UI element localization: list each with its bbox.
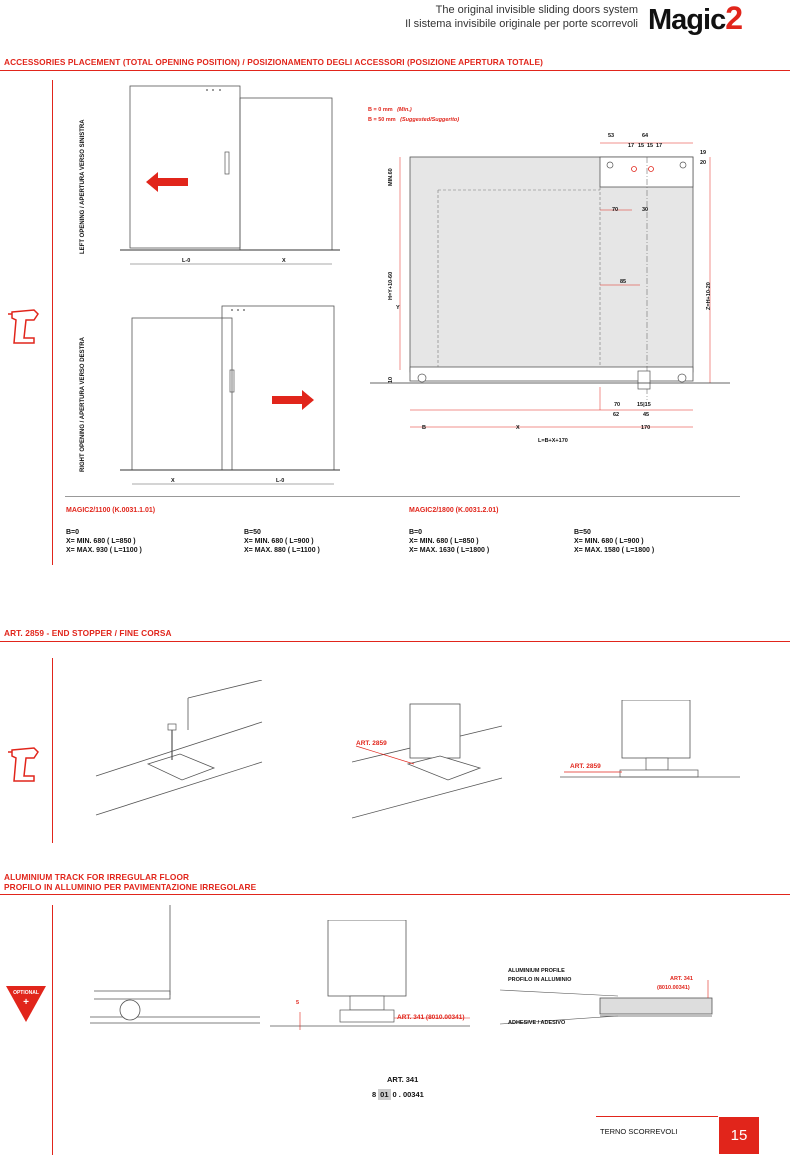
dim-17a: 17 (628, 143, 635, 149)
dim-19: 19 (700, 150, 707, 156)
end-stopper-front (560, 700, 740, 785)
dim-45: 45 (643, 412, 650, 418)
art-341-code: 8 01 0 . 00341 (372, 1090, 424, 1099)
specs-rule (65, 496, 740, 497)
dim-x-top: X (282, 258, 286, 264)
dim-15a: 15 (638, 143, 645, 149)
art-341-label-a: ART. 341 (670, 976, 693, 982)
section-title-accessories: ACCESSORIES PLACEMENT (TOTAL OPENING POSITION) / POSIZIONAMENTO DEGLI ACCESSORI (POSIZIONE APERTURA TOTALE) (4, 57, 543, 67)
dim-5: 5 (296, 1000, 300, 1006)
spec-col-4: B=50 X= MIN. 680 ( L=900 ) X= MAX. 1580 ( L=1800 ) (574, 529, 655, 554)
dim-x-tech: X (516, 425, 520, 431)
end-stopper-iso-2 (352, 700, 512, 820)
dim-62: 62 (613, 412, 620, 418)
dim-x-bottom: X (171, 478, 175, 484)
alu-profile-label-en: ALUMINIUM PROFILE (508, 968, 565, 974)
dim-53: 53 (608, 133, 615, 139)
b-min-label: B = 0 mm (Min.) (368, 107, 412, 113)
aluminium-profile-section (500, 980, 730, 1035)
section-title-aluminium-it: PROFILO IN ALLUMINIO PER PAVIMENTAZIONE IRREGOLARE (4, 882, 257, 892)
section-title-end-stopper: ART. 2859 - END STOPPER / FINE CORSA (4, 628, 172, 638)
dim-15b: 15 (647, 143, 654, 149)
left-margin-rule (52, 80, 53, 565)
dim-85: 85 (620, 279, 627, 285)
section-rule (0, 894, 790, 895)
footer-rule (596, 1116, 718, 1117)
b-sugg-label: B = 50 mm (Suggested/Suggerito) (368, 117, 460, 123)
technical-drawing (370, 125, 730, 455)
footer-brand: TERNO SCORREVOLI (600, 1127, 678, 1136)
left-margin-rule (52, 905, 53, 1155)
dim-l0-bottom: L-0 (276, 478, 285, 484)
drill-icon (8, 302, 44, 344)
dim-b: B (422, 425, 426, 431)
dim-total: L=B+X+170 (538, 438, 568, 444)
art-341-code-label: ART. 341 (8010.00341) (397, 1014, 465, 1021)
section-rule (0, 70, 790, 71)
dim-170: 170 (641, 425, 651, 431)
art-341-label-b: (8010.00341) (657, 985, 690, 991)
art-2859-label-1: ART. 2859 (356, 740, 387, 747)
spec-col-2: B=50 X= MIN. 680 ( L=900 ) X= MAX. 880 ( L=1100 ) (244, 529, 320, 554)
magic2-logo: Magic2 (648, 0, 742, 36)
left-opening-drawing (110, 84, 340, 274)
end-stopper-iso-1 (92, 680, 272, 820)
dim-10: 10 (388, 376, 394, 383)
dim-64: 64 (642, 133, 649, 139)
arrow-left-icon (146, 172, 188, 192)
alu-profile-label-it: PROFILO IN ALLUMINIO (508, 977, 572, 983)
dim-l0-top: L-0 (182, 258, 191, 264)
dim-hy: H=Y+10-60 (388, 271, 394, 300)
dim-1515: 15|15 (637, 402, 651, 408)
header-tagline-it: Il sistema invisibile originale per porte scorrevoli (405, 18, 638, 30)
spec-group2-title: MAGIC2/1800 (K.0031.2.01) (409, 507, 499, 514)
drill-icon (8, 740, 44, 782)
dim-y: Y (396, 305, 400, 311)
right-opening-label: RIGHT OPENING / APERTURA VERSO DESTRA (80, 337, 86, 472)
art-2859-label-2: ART. 2859 (570, 763, 601, 770)
optional-plus: + (23, 997, 29, 1008)
spec-col-3: B=0 X= MIN. 680 ( L=850 ) X= MAX. 1630 ( L=1800 ) (409, 529, 490, 554)
spec-col-1: B=0 X= MIN. 680 ( L=850 ) X= MAX. 930 ( L=1100 ) (66, 529, 142, 554)
track-front-view (270, 920, 500, 1050)
page-number: 15 (719, 1117, 759, 1154)
spec-group1-title: MAGIC2/1100 (K.0031.1.01) (66, 507, 156, 514)
dim-min60: MIN.60 (388, 168, 394, 186)
dim-30: 30 (642, 207, 649, 213)
dim-20: 20 (700, 160, 707, 166)
dim-17b: 17 (656, 143, 663, 149)
dim-70b: 70 (614, 402, 621, 408)
left-margin-rule (52, 658, 53, 843)
right-opening-drawing (110, 304, 340, 494)
left-opening-label: LEFT OPENING / APERTURA VERSO SINISTRA (80, 119, 86, 254)
optional-label: OPTIONAL (13, 990, 39, 996)
header-tagline-en: The original invisible sliding doors system (435, 4, 638, 16)
track-side-view (90, 905, 260, 1035)
dim-70: 70 (612, 207, 619, 213)
section-rule (0, 641, 790, 642)
dim-zh: Z=H+10-20 (706, 282, 712, 310)
art-341-title: ART. 341 (387, 1075, 419, 1084)
adhesive-label: ADHESIVE / ADESIVO (508, 1020, 566, 1026)
section-title-aluminium-en: ALUMINIUM TRACK FOR IRREGULAR FLOOR (4, 872, 190, 882)
arrow-right-icon (272, 390, 314, 410)
